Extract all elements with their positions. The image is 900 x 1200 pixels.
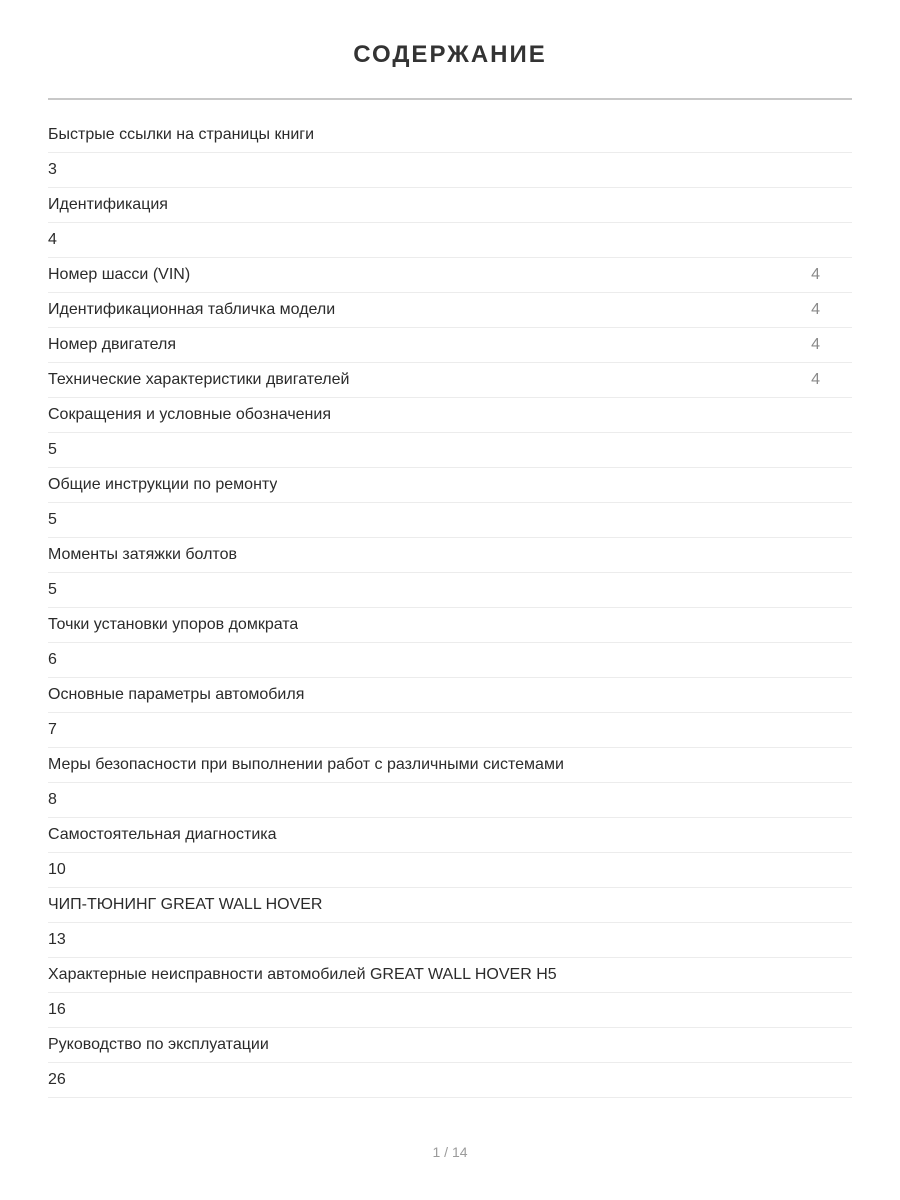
toc-entry-label: Меры безопасности при выполнении работ с различными системами [48, 756, 564, 773]
toc-entry-label: Руководство по эксплуатации [48, 1036, 269, 1053]
toc-entry-label: Идентификация [48, 196, 168, 213]
toc-entry-label: 26 [48, 1071, 66, 1088]
toc-row[interactable] [48, 538, 852, 573]
toc-row[interactable] [48, 433, 852, 468]
toc-row[interactable] [48, 188, 852, 223]
toc-row[interactable] [48, 853, 852, 888]
toc-entry-label: 8 [48, 791, 57, 808]
toc-row[interactable] [48, 468, 852, 503]
toc-entry-label: 5 [48, 581, 57, 598]
toc-entry-label: ЧИП-ТЮНИНГ GREAT WALL HOVER [48, 896, 323, 913]
toc-entry-label: Моменты затяжки болтов [48, 546, 237, 563]
toc-row[interactable] [48, 958, 852, 993]
toc-entry-label: 5 [48, 511, 57, 528]
toc-row[interactable] [48, 1028, 852, 1063]
toc-entry-label: Технические характеристики двигателей [48, 371, 350, 388]
toc-row[interactable] [48, 748, 852, 783]
toc-entry-label: Самостоятельная диагностика [48, 826, 277, 843]
toc-entry-label: Номер двигателя [48, 336, 177, 353]
toc-row[interactable] [48, 643, 852, 678]
toc-entry-label: 6 [48, 651, 57, 668]
toc-entry-label: Характерные неисправности автомобилей GREAT WALL HOVER H5 [48, 966, 557, 983]
toc-row[interactable] [48, 153, 852, 188]
toc-entry-label: Номер шасси (VIN) [48, 266, 191, 283]
title-divider [48, 98, 852, 100]
toc-row[interactable] [48, 783, 852, 818]
toc-row[interactable] [48, 223, 852, 258]
toc-row[interactable] [48, 293, 852, 328]
toc-entry-label: Точки установки упоров домкрата [48, 616, 299, 633]
toc-entry-page: 4 [811, 301, 820, 318]
toc-entry-label: 5 [48, 441, 57, 458]
page-title: СОДЕРЖАНИЕ [353, 41, 547, 68]
toc-entry-page: 4 [811, 336, 820, 353]
toc-row[interactable] [48, 923, 852, 958]
toc-row[interactable] [48, 258, 852, 293]
toc-row[interactable] [48, 993, 852, 1028]
toc-entry-page: 4 [811, 371, 820, 388]
toc-entry-label: 16 [48, 1001, 66, 1018]
toc-row[interactable] [48, 503, 852, 538]
toc-entry-page: 4 [811, 266, 820, 283]
toc-row[interactable] [48, 678, 852, 713]
toc-row[interactable] [48, 328, 852, 363]
toc-row[interactable] [48, 398, 852, 433]
toc-row[interactable] [48, 363, 852, 398]
toc-row[interactable] [48, 818, 852, 853]
toc-row[interactable] [48, 573, 852, 608]
toc-row[interactable] [48, 608, 852, 643]
toc-entry-label: Сокращения и условные обозначения [48, 406, 331, 423]
toc-row[interactable] [48, 1063, 852, 1098]
toc-entry-label: 7 [48, 721, 57, 738]
toc-entry-label: 3 [48, 161, 57, 178]
toc-entry-label: Общие инструкции по ремонту [48, 476, 278, 493]
toc-entry-label: Идентификационная табличка модели [48, 301, 336, 318]
toc-entry-label: 10 [48, 861, 66, 878]
toc-row[interactable] [48, 118, 852, 153]
toc-entry-label: Быстрые ссылки на страницы книги [48, 126, 315, 143]
page-indicator: 1 / 14 [432, 1144, 468, 1160]
toc-entry-label: Основные параметры автомобиля [48, 686, 305, 703]
toc-entry-label: 4 [48, 231, 57, 248]
toc-entry-label: 13 [48, 931, 66, 948]
toc-row[interactable] [48, 713, 852, 748]
toc-row[interactable] [48, 888, 852, 923]
toc-list [48, 118, 852, 1098]
